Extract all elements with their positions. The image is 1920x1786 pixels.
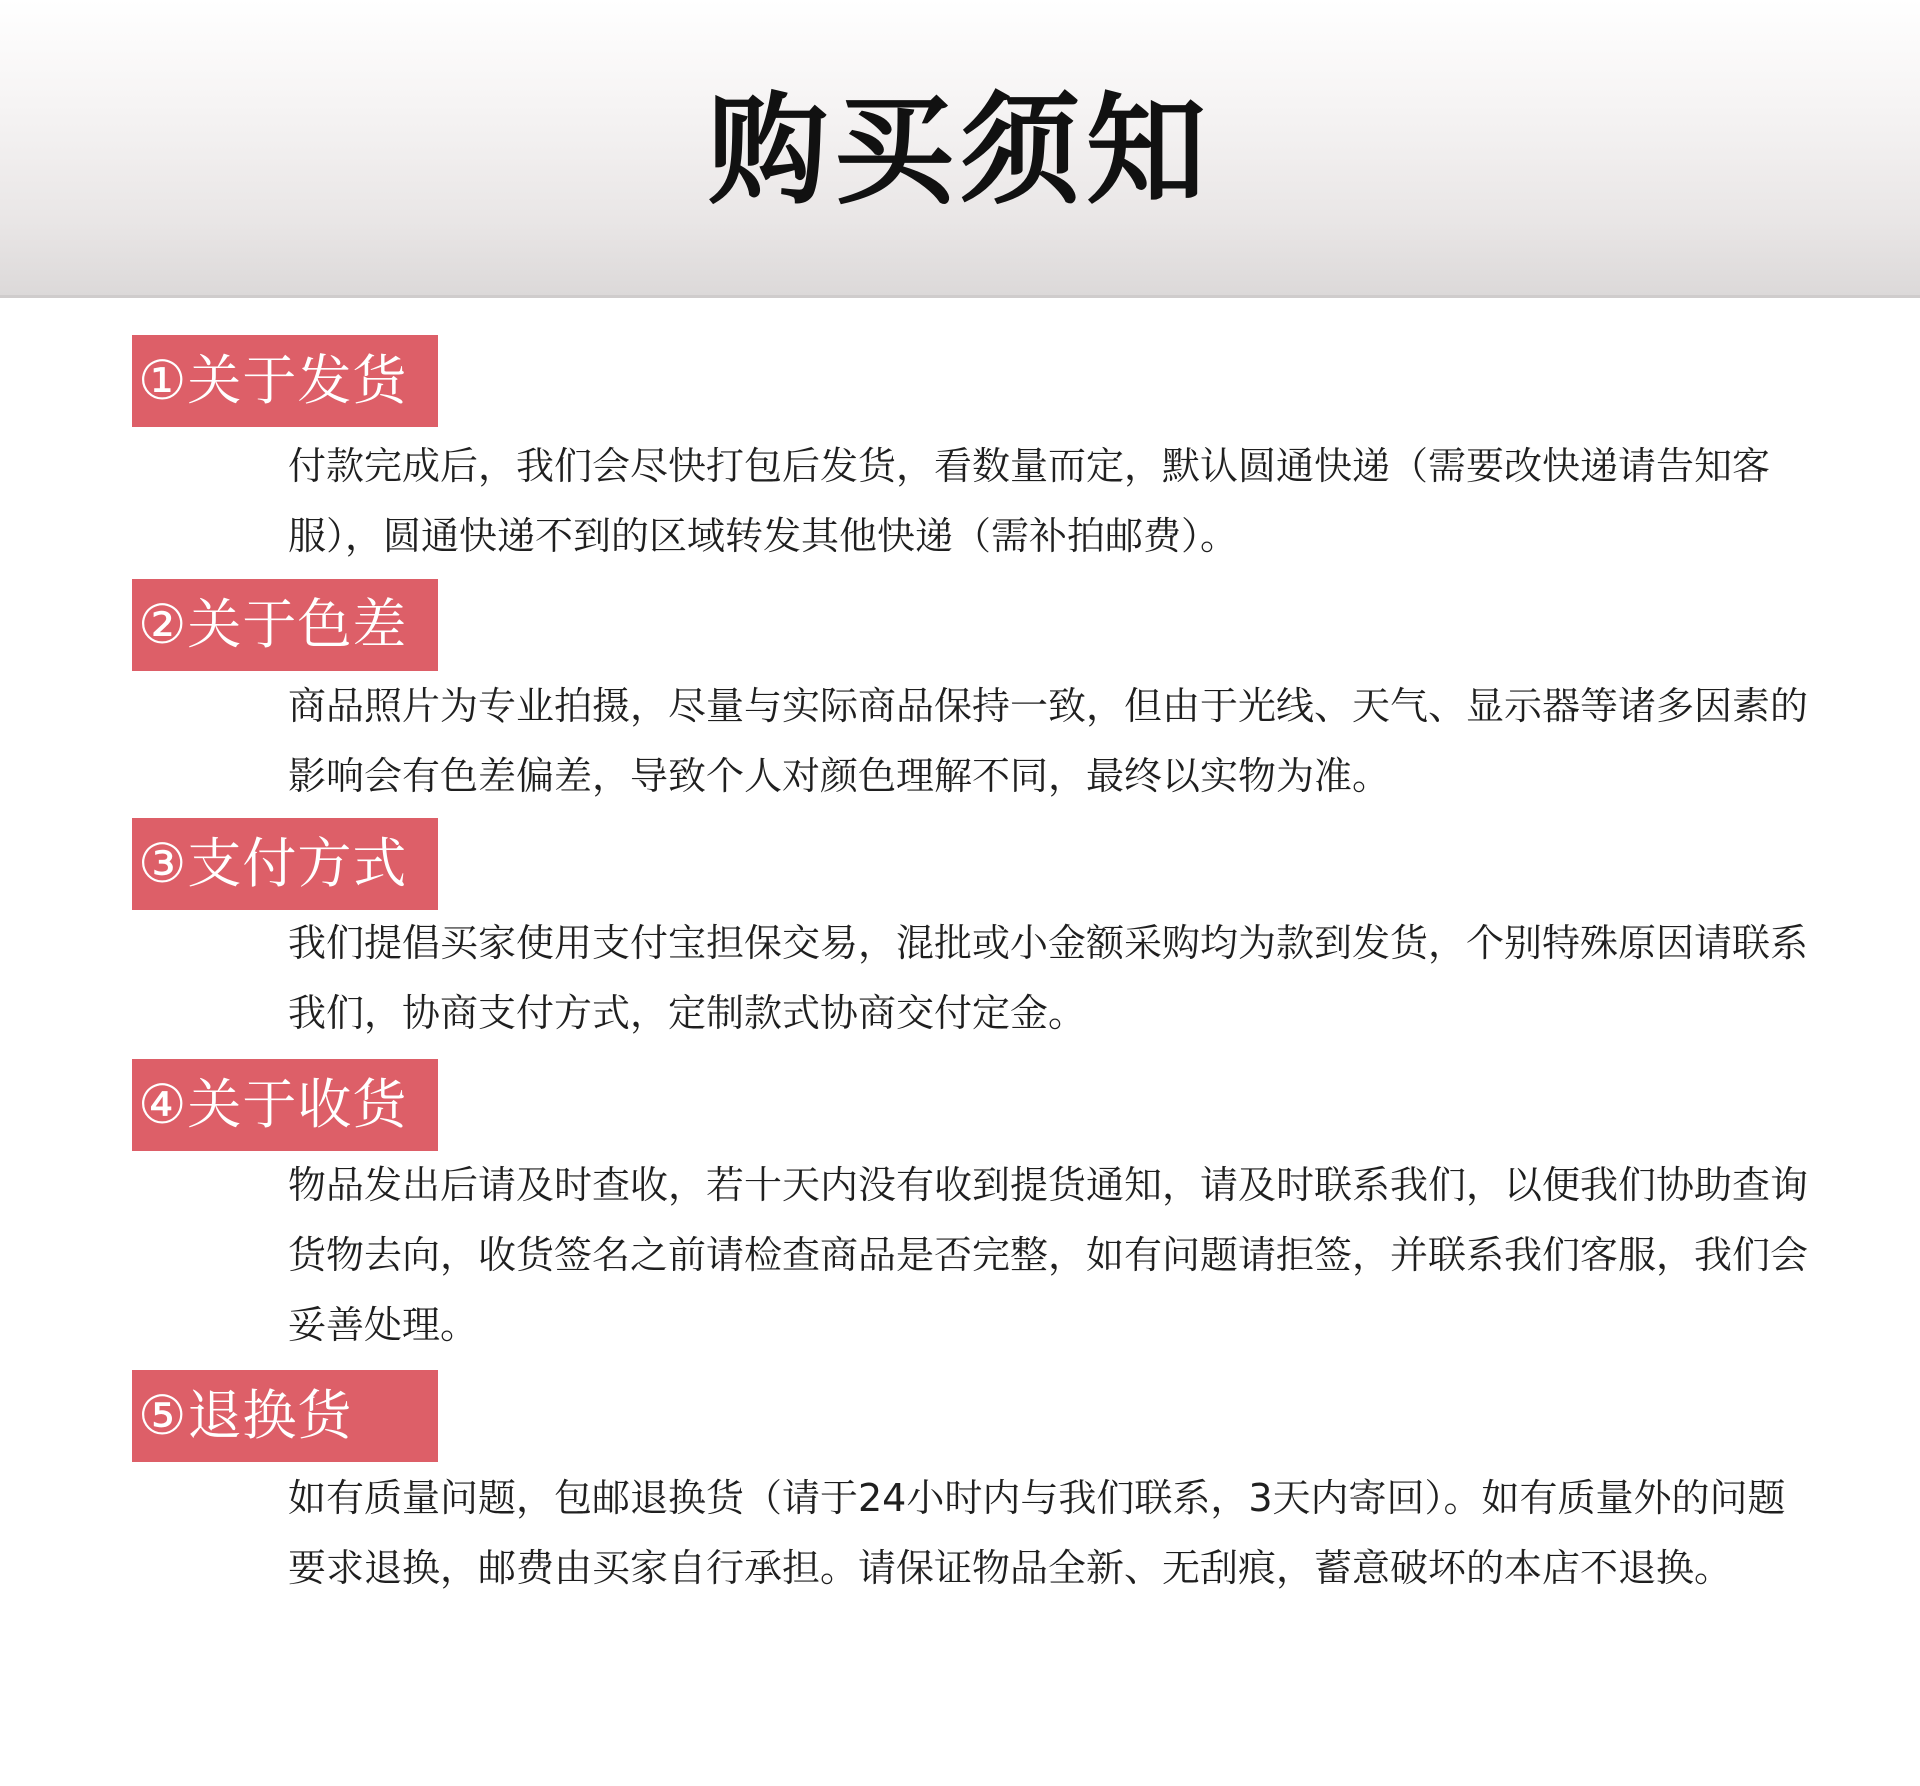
section-badge-payment: ③支付方式 bbox=[132, 818, 438, 910]
section-text-shipping: 付款完成后，我们会尽快打包后发货，看数量而定，默认圆通快递（需要改快递请告知客服），圆通快递不到的区域转发其他快递（需补拍邮费）。 bbox=[288, 444, 1771, 558]
section-text-color-difference: 商品照片为专业拍摄，尽量与实际商品保持一致，但由于光线、天气、显示器等诸多因素的影响会有色差偏差，导致个人对颜色理解不同，最终以实物为准。 bbox=[288, 684, 1809, 798]
section-badge-receiving: ④关于收货 bbox=[132, 1059, 438, 1151]
header-banner bbox=[0, 0, 1920, 298]
section-badge-color-difference: ②关于色差 bbox=[132, 579, 438, 671]
section-text-payment: 我们提倡买家使用支付宝担保交易，混批或小金额采购均为款到发货，个别特殊原因请联系我们，协商支付方式，定制款式协商交付定金。 bbox=[288, 921, 1809, 1035]
section-text-returns: 如有质量问题，包邮退换货（请于24小时内与我们联系，3天内寄回）。如有质量外的问题要求退换，邮费由买家自行承担。请保证物品全新、无刮痕，蓄意破坏的本店不退换。 bbox=[288, 1476, 1786, 1590]
section-text-receiving: 物品发出后请及时查收，若十天内没有收到提货通知，请及时联系我们，以便我们协助查询货物去向，收货签名之前请检查商品是否完整，如有问题请拒签，并联系我们客服，我们会妥善处理。 bbox=[288, 1163, 1809, 1347]
section-badge-shipping: ①关于发货 bbox=[132, 335, 438, 427]
section-badge-returns: ⑤退换货 bbox=[132, 1370, 438, 1462]
page-title: 购买须知 bbox=[708, 82, 1212, 221]
